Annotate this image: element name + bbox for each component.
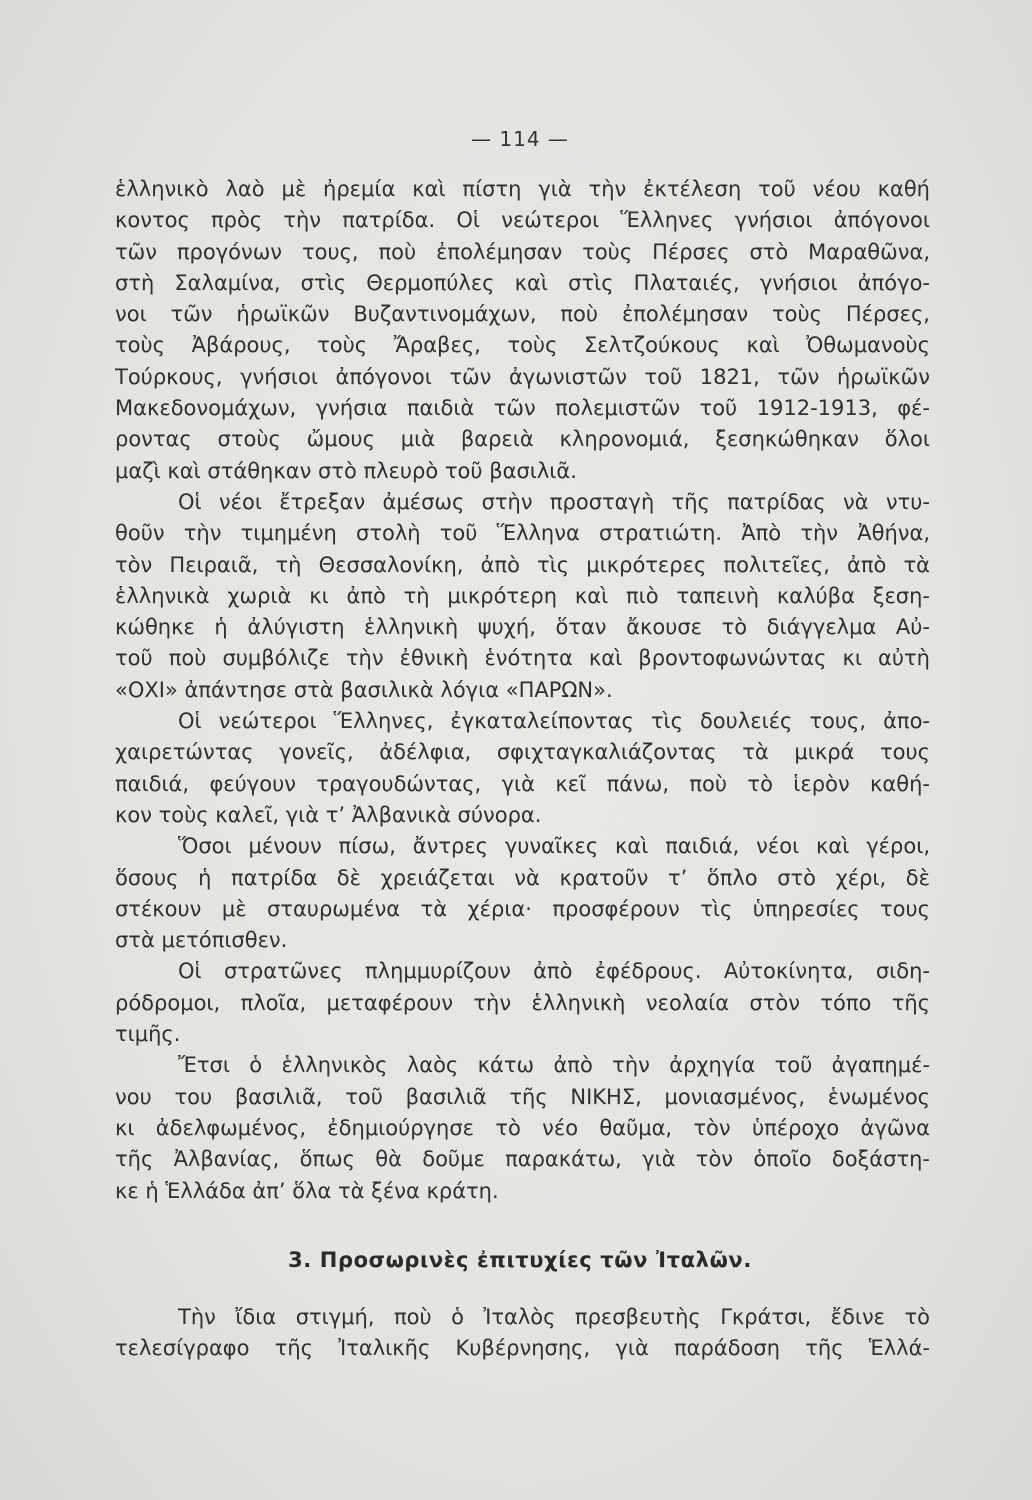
text-line: κε ἡ Ἑλλάδα ἀπ’ ὅλα τὰ ξένα κράτη. bbox=[115, 1178, 499, 1203]
page-number: — 114 — bbox=[471, 127, 569, 151]
paragraph bbox=[115, 487, 930, 706]
text-line: τοῦ ποὺ συμβόλιζε τὴν ἐθνικὴ ἑνότητα καὶ βροντοφωνώντας κι αὐτὴ bbox=[115, 646, 930, 671]
paragraph bbox=[115, 1050, 930, 1206]
text-line: νου του βασιλιᾶ, τοῦ βασιλιᾶ τῆς ΝΙΚΗΣ, μονιασμένος, ἑνωμένος bbox=[115, 1084, 930, 1109]
body-text bbox=[115, 174, 930, 1207]
text-line: τοὺς Ἀβάρους, τοὺς Ἄραβες, τοὺς Σελτζούκους καὶ Ὀθωμανοὺς bbox=[115, 333, 930, 358]
text-line: τὸν Πειραιᾶ, τὴ Θεσσαλονίκη, ἀπὸ τὶς μικρότερες πολιτεῖες, ἀπὸ τὰ bbox=[115, 552, 930, 577]
text-line: τῆς Ἀλβανίας, ὅπως θὰ δοῦμε παρακάτω, γιὰ τὸν ὁποῖο δοξάστη- bbox=[115, 1147, 930, 1172]
text-line: ὅσους ἡ πατρίδα δὲ χρειάζεται νὰ κρατοῦν τ’ ὅπλο στὸ χέρι, δὲ bbox=[115, 865, 930, 890]
text-line: Μακεδονομάχων, γνήσια παιδιὰ τῶν πολεμιστῶν τοῦ 1912-1913, φέ- bbox=[115, 396, 930, 421]
text-line: στέκουν μὲ σταυρωμένα τὰ χέρια· προσφέρουν τὶς ὑπηρεσίες τους bbox=[115, 896, 930, 921]
text-line: «ΟΧΙ» ἀπάντησε στὰ βασιλικὰ λόγια «ΠΑΡΩΝ». bbox=[115, 677, 613, 702]
text-line: τῶν προγόνων τους, ποὺ ἐπολέμησαν τοὺς Πέρσες στὸ Μαραθῶνα, bbox=[115, 239, 930, 264]
text-line: κοντος πρὸς τὴν πατρίδα. Οἱ νεώτεροι Ἕλληνες γνήσιοι ἀπόγονοι bbox=[115, 208, 930, 233]
text-line: κον τοὺς καλεῖ, γιὰ τ’ Ἀλβανικὰ σύνορα. bbox=[115, 802, 542, 827]
text-line: κι ἀδελφωμένος, ἐδημιούργησε τὸ νέο θαῦμα, τὸν ὑπέροχο ἀγῶνα bbox=[115, 1115, 930, 1140]
text-line: θοῦν τὴν τιμημένη στολὴ τοῦ Ἕλληνα στρατιώτη. Ἀπὸ τὴν Ἀθήνα, bbox=[115, 521, 930, 546]
paragraph bbox=[115, 831, 930, 956]
text-line: Τὴν ἴδια στιγμή, ποὺ ὁ Ἰταλὸς πρεσβευτὴς Γκράτσι, ἔδινε τὸ bbox=[178, 1305, 930, 1329]
text-line: Ἔτσι ὁ ἑλληνικὸς λαὸς κάτω ἀπὸ τὴν ἀρχηγία τοῦ ἀγαπημέ- bbox=[178, 1053, 930, 1078]
text-line: στὰ μετόπισθεν. bbox=[115, 928, 288, 953]
body-text bbox=[115, 1302, 930, 1365]
text-line: παιδιά, φεύγουν τραγουδώντας, γιὰ κεῖ πάνω, ποὺ τὸ ἱερὸν καθή- bbox=[115, 771, 930, 796]
text-line: κώθηκε ἡ ἀλύγιστη ἑλληνικὴ ψυχή, ὅταν ἄκουσε τὸ διάγγελμα Αὐ- bbox=[115, 615, 930, 640]
text-line: Οἱ νεώτεροι Ἕλληνες, ἐγκαταλείποντας τὶς δουλειές τους, ἀπο- bbox=[178, 709, 930, 734]
text-line: τελεσίγραφο τῆς Ἰταλικῆς Κυβέρνησης, γιὰ παράδοση τῆς Ἑλλά- bbox=[115, 1336, 930, 1361]
paragraph bbox=[115, 1302, 930, 1365]
text-line: Οἱ νέοι ἔτρεξαν ἀμέσως στὴν προσταγὴ τῆς πατρίδας νὰ ντυ- bbox=[178, 489, 930, 514]
text-line: νοι τῶν ἡρωϊκῶν Βυζαντινομάχων, ποὺ ἐπολέμησαν τοὺς Πέρσες, bbox=[115, 302, 930, 327]
text-line: ἑλληνικὸ λαὸ μὲ ἠρεμία καὶ πίστη γιὰ τὴν ἐκτέλεση τοῦ νέου καθή bbox=[115, 177, 930, 201]
text-line: τιμῆς. bbox=[115, 1022, 181, 1047]
text-line: στὴ Σαλαμίνα, στὶς Θερμοπύλες καὶ στὶς Πλαταιές, γνήσιοι ἀπόγο- bbox=[115, 270, 930, 295]
section-heading: 3. Προσωρινὲς ἐπιτυχίες τῶν Ἰταλῶν. bbox=[288, 1248, 752, 1272]
text-line: ἑλληνικὰ χωριὰ κι ἀπὸ τὴ μικρότερη καὶ πιὸ ταπεινὴ καλύβα ξεση- bbox=[115, 583, 930, 608]
paragraph bbox=[115, 706, 930, 831]
text-line: Ὅσοι μένουν πίσω, ἄντρες γυναῖκες καὶ παιδιά, νέοι καὶ γέροι, bbox=[178, 834, 930, 859]
text-line: χαιρετώντας γονεῖς, ἀδέλφια, σφιχταγκαλιάζοντας τὰ μικρά τους bbox=[115, 740, 930, 765]
text-line: Οἱ στρατῶνες πλημμυρίζουν ἀπὸ ἐφέδρους. Αὐτοκίνητα, σιδη- bbox=[178, 959, 930, 984]
text-line: μαζὶ καὶ στάθηκαν στὸ πλευρὸ τοῦ βασιλιᾶ. bbox=[115, 458, 577, 483]
text-line: Τούρκους, γνήσιοι ἀπόγονοι τῶν ἀγωνιστῶν τοῦ 1821, τῶν ἡρωϊκῶν bbox=[115, 364, 930, 389]
paragraph bbox=[115, 174, 930, 487]
text-line: ροντας στοὺς ὤμους μιὰ βαρειὰ κληρονομιά, ξεσηκώθηκαν ὅλοι bbox=[115, 427, 930, 452]
text-line: ρόδρομοι, πλοῖα, μεταφέρουν τὴν ἑλληνικὴ νεολαία στὸν τόπο τῆς bbox=[115, 990, 930, 1015]
paragraph bbox=[115, 956, 930, 1050]
